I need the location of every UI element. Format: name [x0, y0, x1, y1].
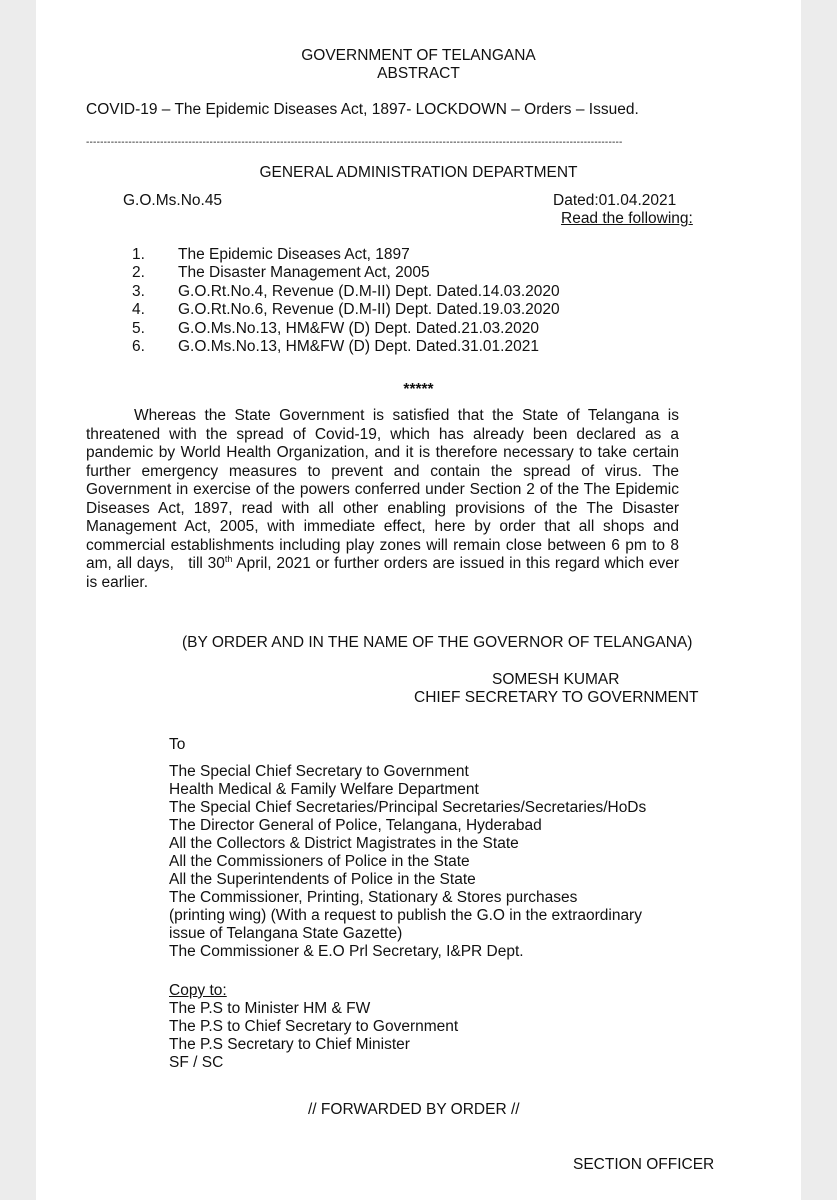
reference-item: G.O.Rt.No.6, Revenue (D.M-II) Dept. Dated.19.03.2020: [178, 301, 560, 318]
section-officer: SECTION OFFICER: [573, 1156, 715, 1173]
copy-to-label: Copy to:: [169, 982, 227, 999]
list-item: All the Collectors & District Magistrates in the State: [169, 835, 519, 852]
body-text-part1: Whereas the State Government is satisfied that the State of Telangana is threatened with the spread of Covid-19, which has already been declared as a pandemic by World Health Organization, and it is therefore necessary to take certain further emergency measures to prevent and contain the spread of virus. The Government in exercise of the powers conferred under Section 2 of the The Epidemic Diseases Act, 1897, read with all other enabling provisions of the The Disaster Management Act, 2005, with immediate effect, here by order that all shops and commercial establishments including play zones will remain close between 6 pm to 8 am, all days, till 30: [86, 407, 679, 572]
order-body-paragraph: [86, 407, 679, 592]
list-item: The P.S to Chief Secretary to Government: [169, 1018, 459, 1035]
separator-line: --------------------------------------------------------------------------------------------------------------------------------------------------------: [86, 137, 623, 148]
government-heading: GOVERNMENT OF TELANGANA: [301, 47, 536, 64]
list-item: The Special Chief Secretaries/Principal Secretaries/Secretaries/HoDs: [169, 799, 647, 816]
reference-number: 4.: [132, 301, 145, 318]
reference-number: 1.: [132, 246, 145, 263]
subject-line: COVID-19 – The Epidemic Diseases Act, 1897- LOCKDOWN – Orders – Issued.: [86, 101, 639, 118]
signatory-name: SOMESH KUMAR: [492, 671, 620, 688]
list-item: All the Commissioners of Police in the State: [169, 853, 470, 870]
reference-item: G.O.Ms.No.13, HM&FW (D) Dept. Dated.21.03.2020: [178, 320, 539, 337]
separator-stars: *****: [403, 381, 434, 398]
read-following-heading: Read the following:: [561, 210, 693, 227]
reference-item: The Epidemic Diseases Act, 1897: [178, 246, 410, 263]
order-number: G.O.Ms.No.45: [123, 192, 223, 209]
to-label: To: [169, 736, 186, 753]
signatory-title: CHIEF SECRETARY TO GOVERNMENT: [414, 689, 699, 706]
body-text-part2: April, 2021 or further orders are issued in this regard which ever is earlier.: [86, 555, 680, 591]
order-date: Dated:01.04.2021: [553, 192, 677, 209]
list-item: Health Medical & Family Welfare Department: [169, 781, 479, 798]
list-item: (printing wing) (With a request to publish the G.O in the extraordinary: [169, 907, 642, 924]
list-item: The Special Chief Secretary to Government: [169, 763, 469, 780]
reference-item: G.O.Rt.No.4, Revenue (D.M-II) Dept. Dated.14.03.2020: [178, 283, 560, 300]
list-item: All the Superintendents of Police in the State: [169, 871, 476, 888]
list-item: The P.S to Minister HM & FW: [169, 1000, 371, 1017]
recipient-list: [169, 763, 646, 961]
reference-item: G.O.Ms.No.13, HM&FW (D) Dept. Dated.31.01.2021: [178, 338, 539, 355]
list-item: The Commissioner & E.O Prl Secretary, I&PR Dept.: [169, 943, 524, 960]
department-heading: GENERAL ADMINISTRATION DEPARTMENT: [259, 164, 578, 181]
ordinal-suffix: th: [224, 554, 233, 564]
list-item: The Director General of Police, Telangana, Hyderabad: [169, 817, 542, 834]
reference-number: 3.: [132, 283, 145, 300]
copy-list: [169, 1000, 458, 1072]
list-item: The P.S Secretary to Chief Minister: [169, 1036, 410, 1053]
by-order-line: (BY ORDER AND IN THE NAME OF THE GOVERNOR OF TELANGANA): [182, 634, 693, 651]
list-item: The Commissioner, Printing, Stationary & Stores purchases: [169, 889, 578, 906]
reference-item: The Disaster Management Act, 2005: [178, 264, 430, 281]
reference-number: 5.: [132, 320, 145, 337]
forwarded-by-order: // FORWARDED BY ORDER //: [308, 1101, 520, 1118]
list-item: SF / SC: [169, 1054, 224, 1071]
reference-number: 6.: [132, 338, 145, 355]
list-item: issue of Telangana State Gazette): [169, 925, 403, 942]
abstract-heading: ABSTRACT: [377, 65, 460, 82]
reference-number: 2.: [132, 264, 145, 281]
